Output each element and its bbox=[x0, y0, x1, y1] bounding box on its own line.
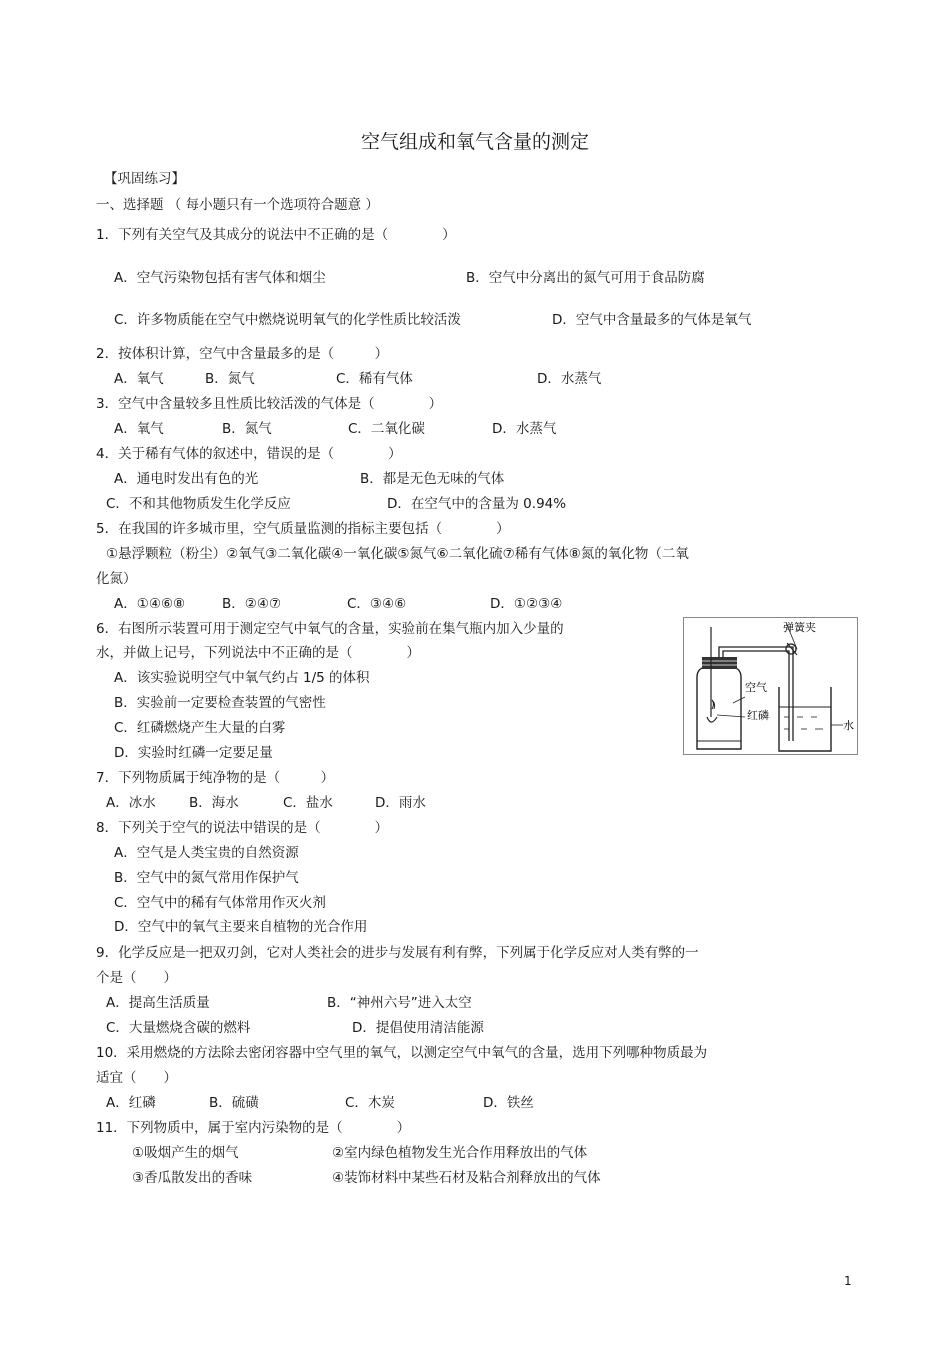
option: C．③④⑥ bbox=[347, 596, 407, 612]
option: B．都是无色无味的气体 bbox=[360, 471, 505, 487]
collecting-jar bbox=[697, 667, 741, 749]
page-number: 1 bbox=[844, 1274, 852, 1288]
option: D．雨水 bbox=[375, 795, 426, 811]
option: D．空气中的氧气主要来自植物的光合作用 bbox=[114, 919, 368, 935]
section-heading: 【巩固练习】 bbox=[104, 171, 185, 187]
option: D．实验时红磷一定要足量 bbox=[114, 745, 273, 761]
option: C．二氧化碳 bbox=[348, 421, 425, 437]
option: D．①②③④ bbox=[490, 596, 563, 612]
question-stem: 10．采用燃烧的方法除去密闭容器中空气里的氧气，以测定空气中氧气的含量，选用下列哪种物质最为 bbox=[96, 1045, 708, 1061]
option: D．铁丝 bbox=[483, 1095, 534, 1111]
question-stem: 11．下列物质中，属于室内污染物的是（ ） bbox=[96, 1120, 411, 1136]
question-stem: 9．化学反应是一把双刃剑，它对人类社会的进步与发展有利有弊，下列属于化学反应对人类有弊的一 bbox=[96, 945, 699, 961]
question-extra: 化氮） bbox=[96, 571, 137, 587]
question-stem: 水，并做上记号，下列说法中不正确的是（ ） bbox=[96, 645, 420, 661]
option: C．稀有气体 bbox=[336, 371, 413, 387]
option: B．空气中分离出的氮气可用于食品防腐 bbox=[466, 270, 705, 286]
option: B．海水 bbox=[189, 795, 239, 811]
label-air: 空气 bbox=[745, 681, 767, 694]
option: A．通电时发出有色的光 bbox=[114, 471, 259, 487]
question-stem: 个是（ ） bbox=[96, 970, 177, 986]
question-stem: 适宜（ ） bbox=[96, 1070, 177, 1086]
option: C．空气中的稀有气体常用作灭火剂 bbox=[114, 895, 326, 911]
option: B．“神州六号”进入太空 bbox=[327, 995, 472, 1011]
question-stem: 8．下列关于空气的说法中错误的是（ ） bbox=[96, 820, 389, 836]
stopper bbox=[702, 657, 737, 669]
label-water: 水 bbox=[843, 719, 854, 732]
option: A．空气污染物包括有害气体和烟尘 bbox=[114, 270, 326, 286]
option: D．水蒸气 bbox=[492, 421, 557, 437]
option: B．氮气 bbox=[205, 371, 255, 387]
option: C．大量燃烧含碳的燃料 bbox=[106, 1020, 251, 1036]
option: D．在空气中的含量为 0.94% bbox=[387, 496, 567, 512]
label-clamp: 弹簧夹 bbox=[783, 621, 816, 634]
option: ④装饰材料中某些石材及粘合剂释放出的气体 bbox=[332, 1170, 601, 1186]
question-stem: 6．右图所示装置可用于测定空气中氧气的含量，实验前在集气瓶内加入少量的 bbox=[96, 621, 564, 637]
option: A．氧气 bbox=[114, 371, 164, 387]
part-heading: 一、选择题 （ 每小题只有一个选项符合题意 ） bbox=[96, 197, 379, 213]
option: B．硫磺 bbox=[209, 1095, 259, 1111]
flame-icon bbox=[712, 700, 715, 709]
option: B．氮气 bbox=[222, 421, 272, 437]
option: A．该实验说明空气中氧气约占 1/5 的体积 bbox=[114, 670, 370, 686]
question-stem: 5．在我国的许多城市里，空气质量监测的指标主要包括（ ） bbox=[96, 521, 510, 537]
option: C．盐水 bbox=[283, 795, 333, 811]
option: D．提倡使用清洁能源 bbox=[352, 1020, 484, 1036]
option: D．空气中含量最多的气体是氧气 bbox=[552, 312, 752, 328]
option: A．红磷 bbox=[106, 1095, 156, 1111]
question-stem: 3．空气中含量较多且性质比较活泼的气体是（ ） bbox=[96, 396, 443, 412]
option: D．水蒸气 bbox=[537, 371, 602, 387]
option: B．实验前一定要检查装置的气密性 bbox=[114, 695, 326, 711]
option: B．②④⑦ bbox=[222, 596, 282, 612]
option: ②室内绿色植物发生光合作用释放出的气体 bbox=[332, 1145, 588, 1161]
option: A．冰水 bbox=[106, 795, 156, 811]
apparatus-diagram bbox=[683, 617, 858, 755]
option: C．红磷燃烧产生大量的白雾 bbox=[114, 720, 286, 736]
option: A．提高生活质量 bbox=[106, 995, 210, 1011]
beaker bbox=[779, 687, 831, 751]
question-stem: 4．关于稀有气体的叙述中，错误的是（ ） bbox=[96, 446, 402, 462]
question-stem: 2．按体积计算，空气中含量最多的是（ ） bbox=[96, 346, 389, 362]
label-phosphorus: 红磷 bbox=[747, 709, 769, 722]
option: C．不和其他物质发生化学反应 bbox=[106, 496, 291, 512]
option: A．①④⑥⑧ bbox=[114, 596, 186, 612]
option: C．许多物质能在空气中燃烧说明氧气的化学性质比较活泼 bbox=[114, 312, 461, 328]
option: C．木炭 bbox=[345, 1095, 395, 1111]
option: A．空气是人类宝贵的自然资源 bbox=[114, 845, 299, 861]
option: ①吸烟产生的烟气 bbox=[132, 1145, 239, 1161]
option: B．空气中的氮气常用作保护气 bbox=[114, 870, 299, 886]
question-stem: 1．下列有关空气及其成分的说法中不正确的是（ ） bbox=[96, 227, 456, 243]
question-extra: ①悬浮颗粒（粉尘）②氧气③二氧化碳④一氧化碳⑤氮气⑥二氧化硫⑦稀有气体⑧氮的氧化物（二氧 bbox=[106, 546, 689, 562]
page-title: 空气组成和氧气含量的测定 bbox=[360, 131, 589, 153]
question-stem: 7．下列物质属于纯净物的是（ ） bbox=[96, 770, 335, 786]
option: ③香瓜散发出的香味 bbox=[132, 1170, 253, 1186]
option: A．氧气 bbox=[114, 421, 164, 437]
